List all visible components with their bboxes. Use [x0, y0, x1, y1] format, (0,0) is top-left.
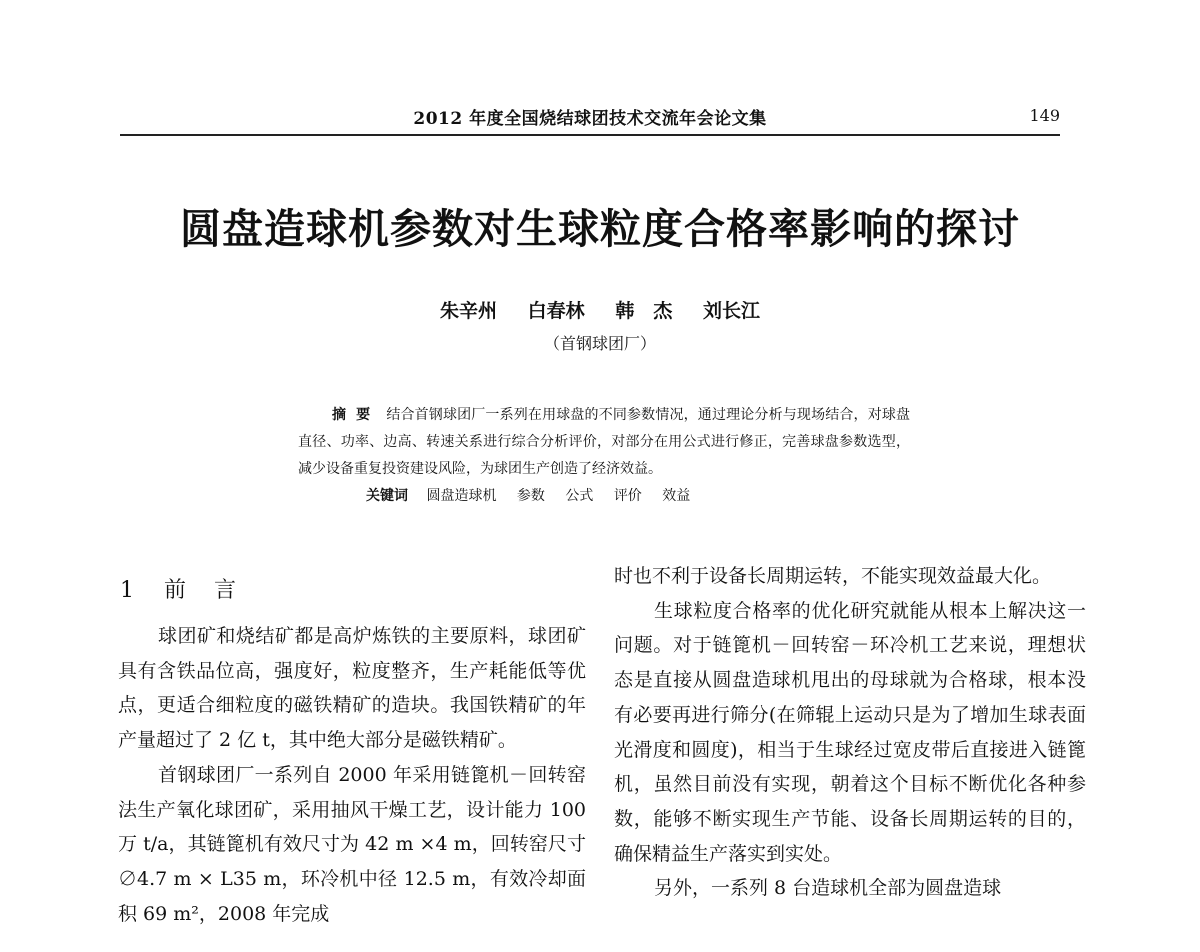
- keyword: 参数: [516, 488, 545, 504]
- keyword: 评价: [613, 488, 642, 504]
- body-paragraph: 时也不利于设备长周期运转，不能实现效益最大化。: [614, 565, 1052, 587]
- page-number: 149: [1029, 106, 1060, 125]
- keyword: 圆盘造球机: [426, 488, 497, 504]
- paper-title: 圆盘造球机参数对生球粒度合格率影响的探讨: [180, 205, 1020, 253]
- keyword: 公式: [565, 488, 594, 504]
- keywords-label: 关键词: [366, 488, 408, 504]
- affiliation: （首钢球团厂）: [543, 334, 656, 353]
- keyword: 效益: [662, 488, 691, 504]
- author-name: 朱辛州: [440, 300, 498, 322]
- section-heading: [120, 571, 586, 611]
- body-paragraph: 生球粒度合格率的优化研究就能从根本上解决这一问题。对于链篦机－回转窑－环冷机工艺来说，理想状态是直接从圆盘造球机甩出的母球就为合格球，根本没有必要再进行筛分(在筛辊上运动只是为了增加生球表面光滑度和圆度)，相当于生球经过宽皮带后直接进入链篦机，虽然目前没有实现，朝着这个目标不断优化各种参数，能够不断实现生产节能、设备长周期运转的目的，确保精益生产落实到实处。: [614, 599, 1086, 865]
- journal-title: 2012 年度全国烧结球团技术交流年会论文集: [413, 109, 767, 129]
- running-header: [120, 100, 1060, 136]
- body-paragraph: 另外，一系列 8 台造球机全部为圆盘造球: [654, 877, 1002, 900]
- right-column: [614, 559, 1086, 906]
- abstract-label: 摘要: [332, 407, 381, 423]
- abstract-paragraph: [298, 402, 910, 483]
- author-name: 韩 杰: [615, 300, 673, 322]
- keywords-line: [298, 483, 910, 510]
- abstract-text: 结合首钢球团厂一系列在用球盘的不同参数情况，通过理论分析与现场结合，对球盘直径、功率、边高、转速关系进行综合分析评价，对部分在用公式进行修正，完善球盘参数选型，减少设备重复投资建设风险，为球团生产创造了经济效益。: [298, 407, 911, 477]
- body-paragraph: 首钢球团厂一系列自 2000 年采用链篦机－回转窑法生产氧化球团矿，采用抽风干燥工艺，设计能力 100 万 t/a，其链篦机有效尺寸为 42 m ×4 m，回转窑尺寸∅4.7 m × L35 m，环冷机中径 12.5 m，有效冷却面积 69 m²，2008 年完成: [118, 763, 586, 925]
- abstract-block: [298, 402, 910, 510]
- body-paragraph: 球团矿和烧结矿都是高炉炼铁的主要原料，球团矿具有含铁品位高，强度好，粒度整齐，生产耗能低等优点，更适合细粒度的磁铁精矿的造块。我国铁精矿的年产量超过了 2 亿 t，其中绝大部分是磁铁精矿。: [118, 625, 586, 752]
- section-number: 1: [120, 578, 134, 603]
- left-column: [118, 571, 586, 931]
- author-name: 白春林: [527, 300, 585, 322]
- section-title: 前言: [164, 578, 265, 603]
- author-name: 刘长江: [702, 300, 760, 322]
- author-list: [0, 296, 1200, 323]
